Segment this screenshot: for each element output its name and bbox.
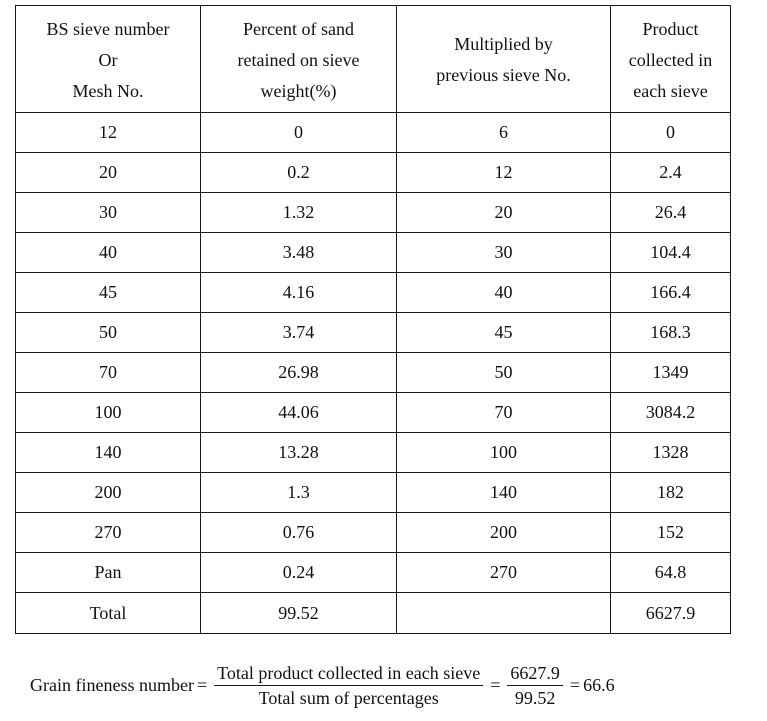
- table-cell: 12: [16, 113, 201, 153]
- formula-fraction-text: [214, 662, 483, 709]
- table-cell: 1328: [611, 433, 731, 473]
- table-cell: 270: [16, 513, 201, 553]
- equals-sign: =: [490, 674, 501, 695]
- table-cell: 0: [611, 113, 731, 153]
- table-row: [16, 153, 731, 193]
- equals-sign: =: [196, 674, 208, 695]
- table-cell: 26.98: [201, 353, 397, 393]
- column-header: [16, 6, 201, 113]
- formula-result: 66.6: [583, 674, 615, 695]
- table-cell: 270: [397, 553, 611, 593]
- table-cell: 44.06: [201, 393, 397, 433]
- table-cell: Pan: [16, 553, 201, 593]
- table-cell: 99.52: [201, 593, 397, 634]
- column-header: [397, 6, 611, 113]
- table-cell: 200: [397, 513, 611, 553]
- table-cell: 64.8: [611, 553, 731, 593]
- table-cell: 20: [397, 193, 611, 233]
- table-row: [16, 313, 731, 353]
- column-header: [201, 6, 397, 113]
- table-header: [16, 6, 731, 113]
- grain-fineness-formula: [30, 660, 615, 710]
- column-header-line: Product: [642, 18, 699, 39]
- table-cell: 1.32: [201, 193, 397, 233]
- table-cell: 30: [16, 193, 201, 233]
- table-cell: 166.4: [611, 273, 731, 313]
- table-cell: 2.4: [611, 153, 731, 193]
- sieve-analysis-table: [15, 5, 731, 634]
- header-row: [16, 6, 731, 113]
- table-cell: 30: [397, 233, 611, 273]
- table-cell: 70: [16, 353, 201, 393]
- table-cell: 182: [611, 473, 731, 513]
- table-cell: 26.4: [611, 193, 731, 233]
- table-cell: 140: [16, 433, 201, 473]
- table-cell: 4.16: [201, 273, 397, 313]
- table-cell: 140: [397, 473, 611, 513]
- table-row: [16, 353, 731, 393]
- column-header-line: Mesh No.: [72, 80, 144, 101]
- table-cell: 1.3: [201, 473, 397, 513]
- table-cell: [397, 593, 611, 634]
- column-header-line: Percent of sand: [243, 18, 354, 39]
- formula-lhs: Grain fineness number: [30, 674, 194, 695]
- fraction-numerator-value: 6627.9: [507, 662, 563, 686]
- table-cell: 50: [397, 353, 611, 393]
- table-cell: 40: [16, 233, 201, 273]
- table-cell: 0.2: [201, 153, 397, 193]
- table-cell: 0.76: [201, 513, 397, 553]
- table-row: [16, 233, 731, 273]
- table-row: [16, 553, 731, 593]
- table-cell: 40: [397, 273, 611, 313]
- table-cell: 13.28: [201, 433, 397, 473]
- table-cell: 6: [397, 113, 611, 153]
- table-row: [16, 393, 731, 433]
- table-cell: 3084.2: [611, 393, 731, 433]
- table-cell: 12: [397, 153, 611, 193]
- table-cell: 104.4: [611, 233, 731, 273]
- table-row: [16, 113, 731, 153]
- table-row: [16, 193, 731, 233]
- table-cell: 3.48: [201, 233, 397, 273]
- table-cell: 6627.9: [611, 593, 731, 634]
- equals-sign: =: [569, 674, 581, 695]
- column-header-line: Multiplied by: [454, 34, 553, 54]
- table-cell: 152: [611, 513, 731, 553]
- table-cell: 100: [16, 393, 201, 433]
- column-header-line: collected in: [628, 49, 713, 70]
- table-cell: 45: [397, 313, 611, 353]
- table-row: [16, 273, 731, 313]
- fraction-numerator: Total product collected in each sieve: [214, 662, 483, 686]
- fraction-denominator: Total sum of percentages: [258, 687, 439, 708]
- total-row: [16, 593, 731, 634]
- column-header-line: retained on sieve: [237, 49, 360, 70]
- table-cell: 100: [397, 433, 611, 473]
- table-cell: 50: [16, 313, 201, 353]
- table-cell: Total: [16, 593, 201, 634]
- table-cell: 0.24: [201, 553, 397, 593]
- column-header-line: Or: [98, 49, 118, 70]
- table-cell: 1349: [611, 353, 731, 393]
- table-cell: 3.74: [201, 313, 397, 353]
- column-header: [611, 6, 731, 113]
- table-cell: 20: [16, 153, 201, 193]
- column-header-line: weight(%): [260, 80, 337, 101]
- table-cell: 200: [16, 473, 201, 513]
- formula-fraction-values: [507, 662, 563, 709]
- table-row: [16, 513, 731, 553]
- table-cell: 70: [397, 393, 611, 433]
- table-cell: 45: [16, 273, 201, 313]
- table-row: [16, 473, 731, 513]
- column-header-line: BS sieve number: [46, 18, 170, 39]
- table-cell: 168.3: [611, 313, 731, 353]
- fraction-denominator-value: 99.52: [514, 687, 556, 708]
- table-cell: 0: [201, 113, 397, 153]
- table-row: [16, 433, 731, 473]
- table-body: [16, 113, 731, 634]
- column-header-line: previous sieve No.: [436, 65, 571, 85]
- column-header-line: each sieve: [633, 80, 708, 101]
